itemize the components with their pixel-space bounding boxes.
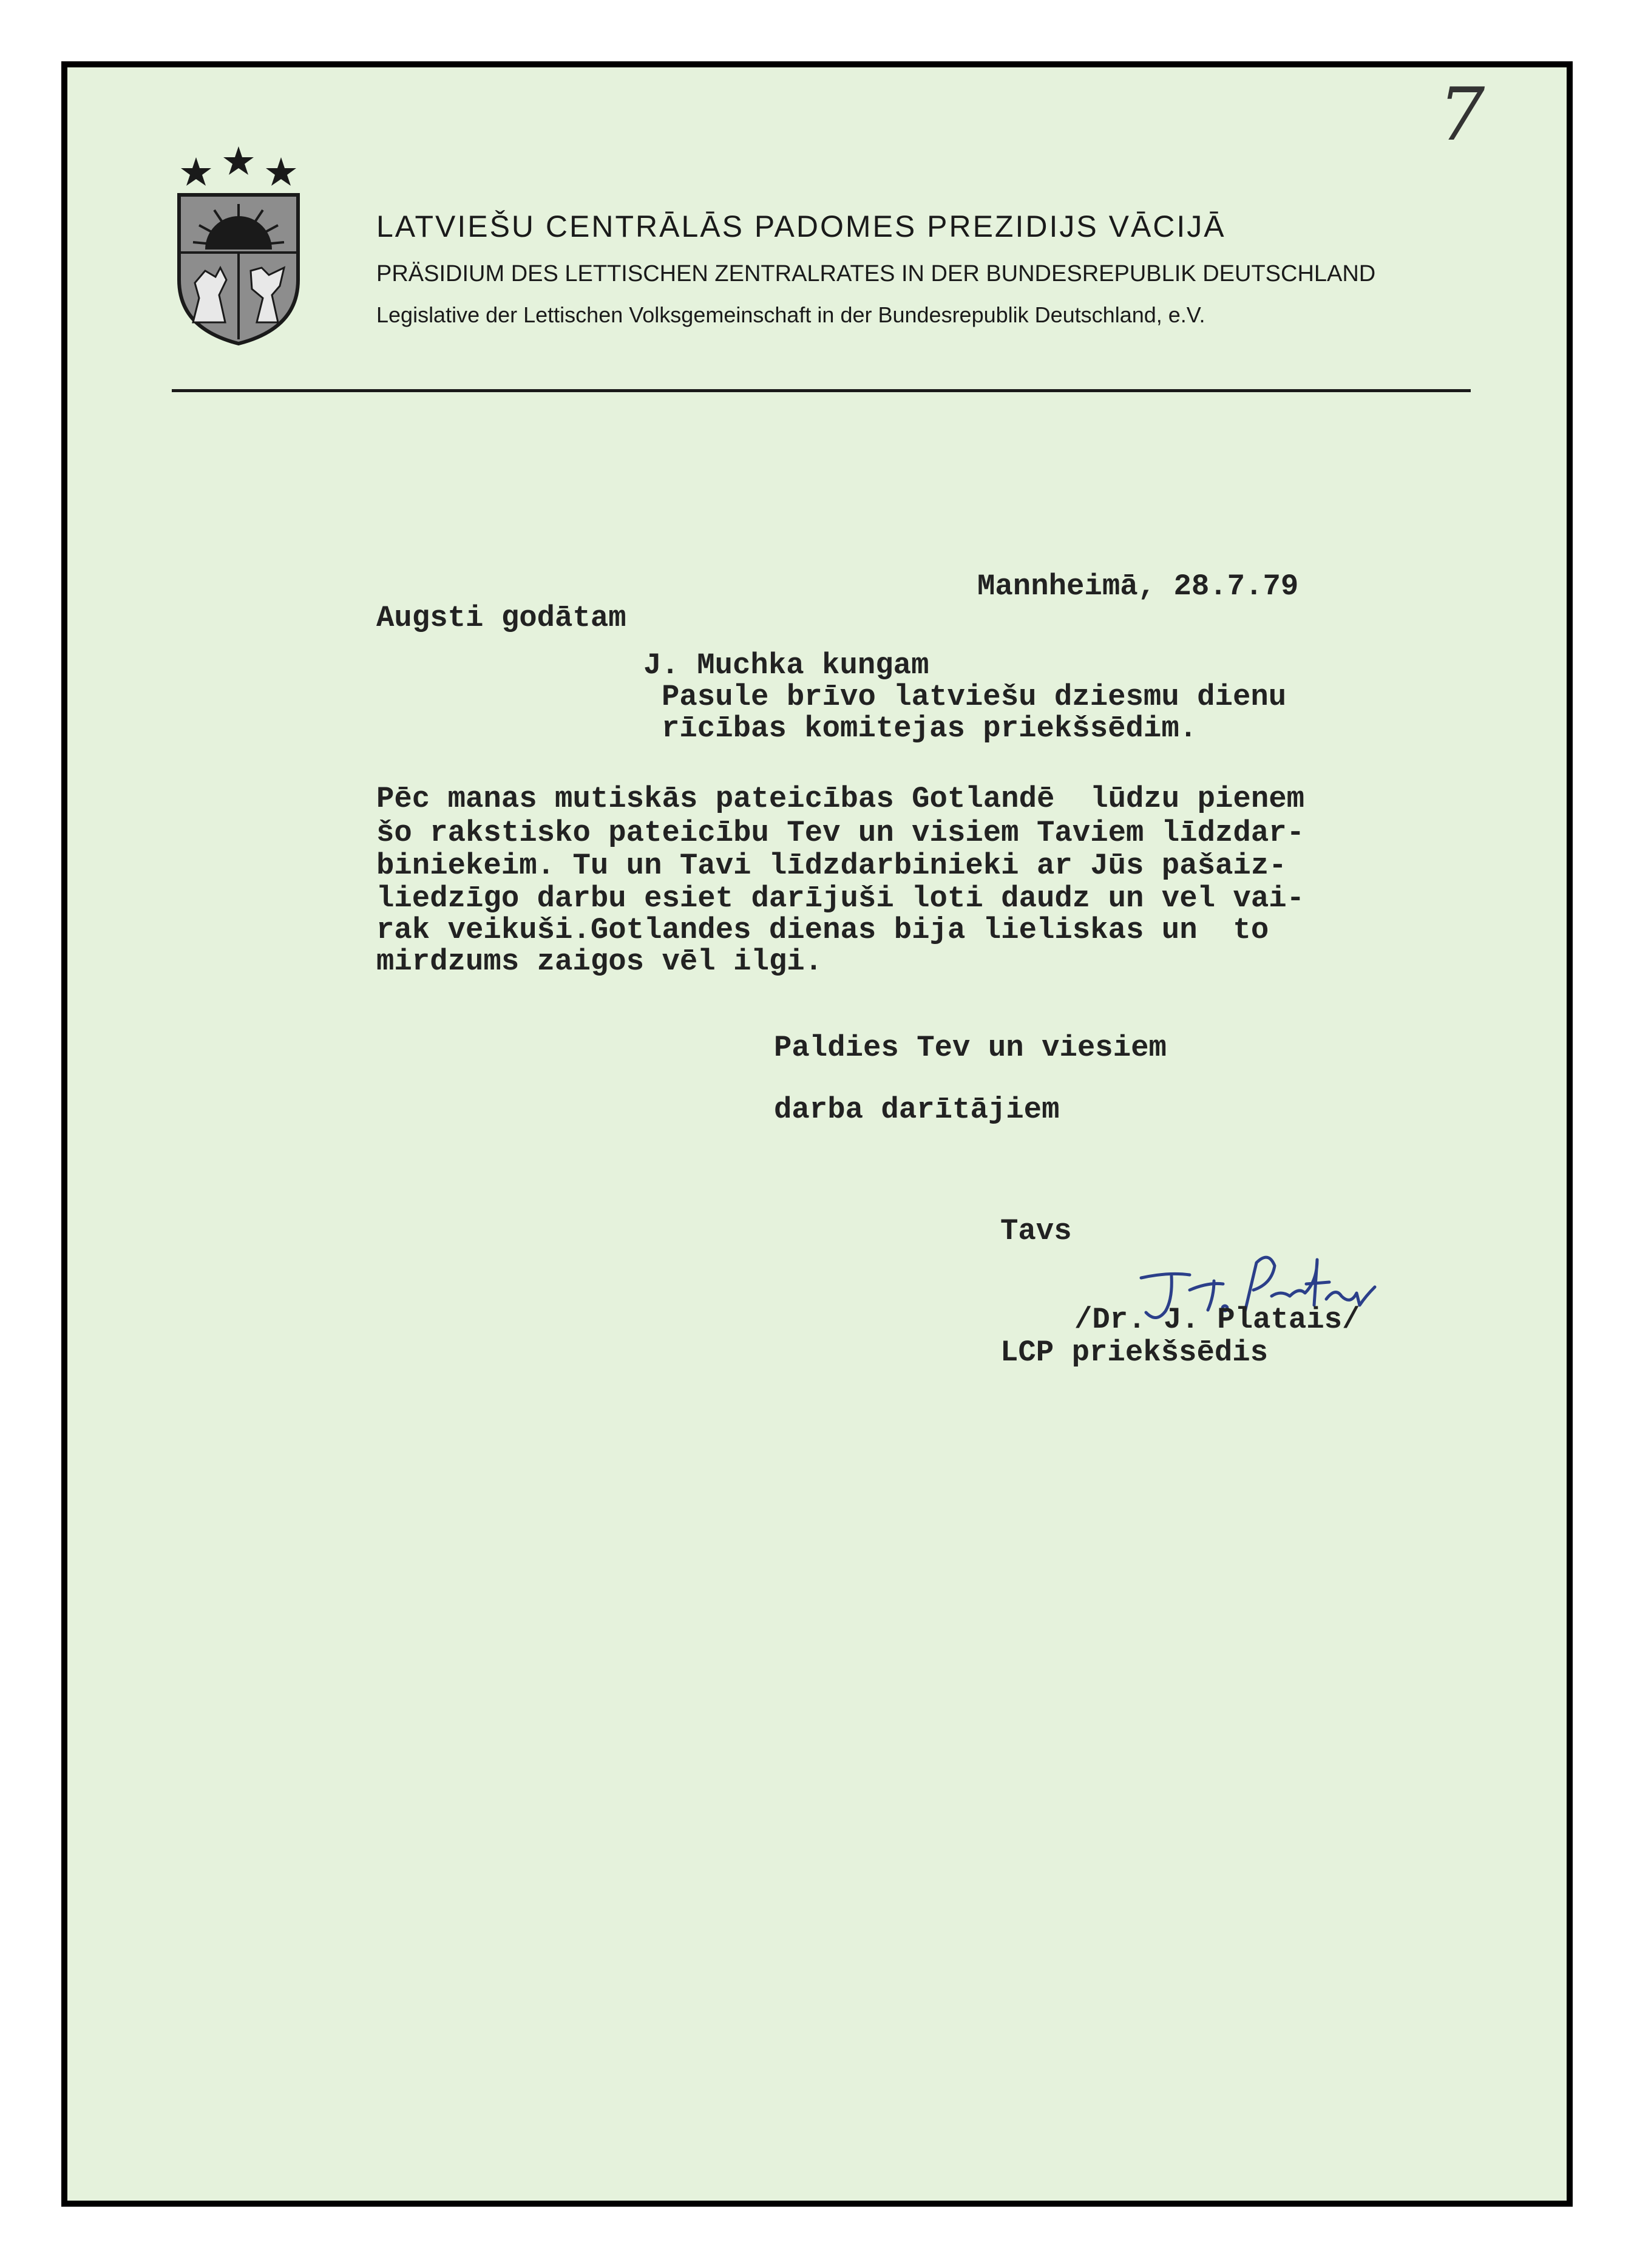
organization-name: LATVIEŠU CENTRĀLĀS PADOMES PREZIDIJS VĀCIJĀ — [376, 209, 1226, 243]
valediction: Tavs — [1000, 1214, 1072, 1248]
signer-name: /Dr. J. Platais/ — [1074, 1303, 1360, 1337]
body-line: šo rakstisko pateicību Tev un visiem Taviem līdzdar- — [376, 816, 1305, 850]
letter-page — [67, 67, 1567, 2201]
recipient-line: rīcības komitejas priekšsēdim. — [662, 711, 1198, 745]
page-number: 7 — [1439, 73, 1485, 157]
body-line: rak veikuši.Gotlandes dienas bija lieliskas un to — [376, 913, 1269, 947]
letterhead-divider — [172, 389, 1471, 392]
body-line: mirdzums zaigos vēl ilgi. — [376, 945, 823, 979]
recipient-line: J. Muchka kungam — [643, 648, 929, 682]
organization-name-german: PRÄSIDIUM DES LETTISCHEN ZENTRALRATES IN DER BUNDESREPUBLIK DEUTSCHLAND — [376, 261, 1376, 287]
closing-line: darba darītājiem — [774, 1093, 1060, 1127]
closing-line: Paldies Tev un viesiem — [774, 1031, 1167, 1065]
place-date: Mannheimā, 28.7.79 — [977, 569, 1299, 603]
body-line: liedzīgo darbu esiet darījuši loti daudz un vel vai- — [376, 881, 1305, 915]
salutation: Augsti godātam — [376, 601, 626, 635]
latvian-coat-of-arms-icon — [172, 146, 305, 347]
signer-title: LCP priekšsēdis — [1000, 1336, 1269, 1370]
body-line: Pēc manas mutiskās pateicības Gotlandē lūdzu pienem — [376, 782, 1305, 816]
body-line: biniekeim. Tu un Tavi līdzdarbinieki ar Jūs pašaiz- — [376, 849, 1287, 883]
recipient-line: Pasule brīvo latviešu dziesmu dienu — [662, 680, 1287, 714]
organization-legislative-line: Legislative der Lettischen Volksgemeinschaft in der Bundesrepublik Deutschland, e.V. — [376, 302, 1205, 327]
